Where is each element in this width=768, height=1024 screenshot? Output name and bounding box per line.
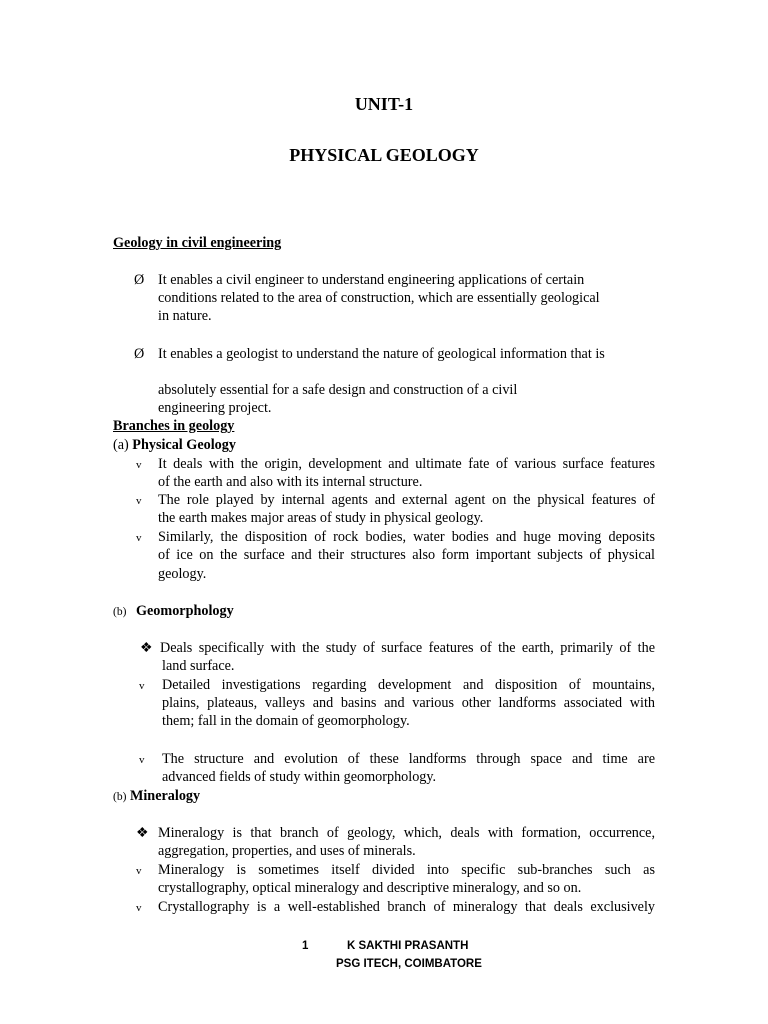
bullet-icon: v [136,902,142,914]
bullet-icon: v [136,495,142,507]
physical-item-3-line-1: Similarly, the disposition of rock bodies, water bodies and huge moving deposits [158,529,655,545]
mineralogy-item-2-line-1: Mineralogy is sometimes itself divided into specific sub-branches such as [158,862,655,878]
page-number: 1 [302,940,309,952]
subsection-label: Physical Geology [132,437,236,453]
subsection-geomorphology [113,602,234,621]
subsection-physical [113,436,236,454]
civil-item-2-line-2: absolutely essential for a safe design and construction of a civil [158,382,518,398]
bullet-icon: v [139,754,145,766]
subsection-marker: (b) [113,791,127,803]
geomorph-item-1-line-2: land surface. [162,658,235,674]
civil-item-2-line-1: It enables a geologist to understand the nature of geological information that is [158,346,605,362]
section-heading-branches: Branches in geology [113,418,235,434]
geomorph-item-3-line-2: advanced fields of study within geomorphology. [162,769,437,785]
civil-item-1-line-3: in nature. [158,308,212,324]
civil-item-2-line-3: engineering project. [158,400,272,416]
physical-item-1-line-2: of the earth and also with its internal structure. [158,474,423,490]
geomorph-item-1-line-1: Deals specifically with the study of surface features of the earth, primarily of the [160,640,655,656]
bullet-icon: v [136,459,142,471]
geomorph-item-2-line-3: them; fall in the domain of geomorphology. [162,713,410,729]
mineralogy-item-3-line-1: Crystallography is a well-established branch of mineralogy that deals exclusively [158,899,655,915]
civil-item-1-line-1: It enables a civil engineer to understand engineering applications of certain [158,272,585,288]
bullet-icon: v [136,532,142,544]
footer-institution: PSG ITECH, COIMBATORE [336,958,482,970]
bullet-icon: v [136,865,142,877]
mineralogy-item-1-line-1: Mineralogy is that branch of geology, which, deals with formation, occurrence, [158,825,655,841]
subsection-mineralogy [113,787,200,806]
geomorph-item-2-line-1: Detailed investigations regarding development and disposition of mountains, [162,677,655,693]
page-title: PHYSICAL GEOLOGY [289,145,479,165]
footer-author: K SAKTHI PRASANTH [347,940,469,952]
bullet-icon: Ø [134,272,145,288]
subsection-label: Mineralogy [129,788,201,804]
geomorph-item-3-line-1: The structure and evolution of these landforms through space and time are [162,751,655,767]
bullet-icon: v [139,680,145,692]
physical-item-2-line-1: The role played by internal agents and external agent on the physical features of [158,492,655,508]
physical-item-3-line-2: of ice on the surface and their structures also form important subjects of physical [158,547,655,563]
section-heading-civil: Geology in civil engineering [113,235,282,251]
mineralogy-item-2-line-2: crystallography, optical mineralogy and descriptive mineralogy, and so on. [158,880,582,896]
unit-heading: UNIT-1 [354,94,414,114]
physical-item-1-line-1: It deals with the origin, development and ultimate fate of various surface features [158,456,655,472]
subsection-marker: (b) [113,606,127,618]
civil-item-1-line-2: conditions related to the area of construction, which are essentially geological [158,290,600,306]
physical-item-2-line-2: the earth makes major areas of study in physical geology. [158,510,484,526]
mineralogy-item-1-line-2: aggregation, properties, and uses of minerals. [158,843,416,859]
subsection-marker: (a) [113,437,129,453]
physical-item-3-line-3: geology. [158,566,207,582]
geomorph-item-2-line-2: plains, plateaus, valleys and basins and various other landforms associated with [162,695,655,711]
subsection-label: Geomorphology [135,603,234,619]
diamond-bullet-icon: ❖ [136,825,149,841]
bullet-icon: Ø [134,346,145,362]
diamond-bullet-icon: ❖ [140,640,153,656]
